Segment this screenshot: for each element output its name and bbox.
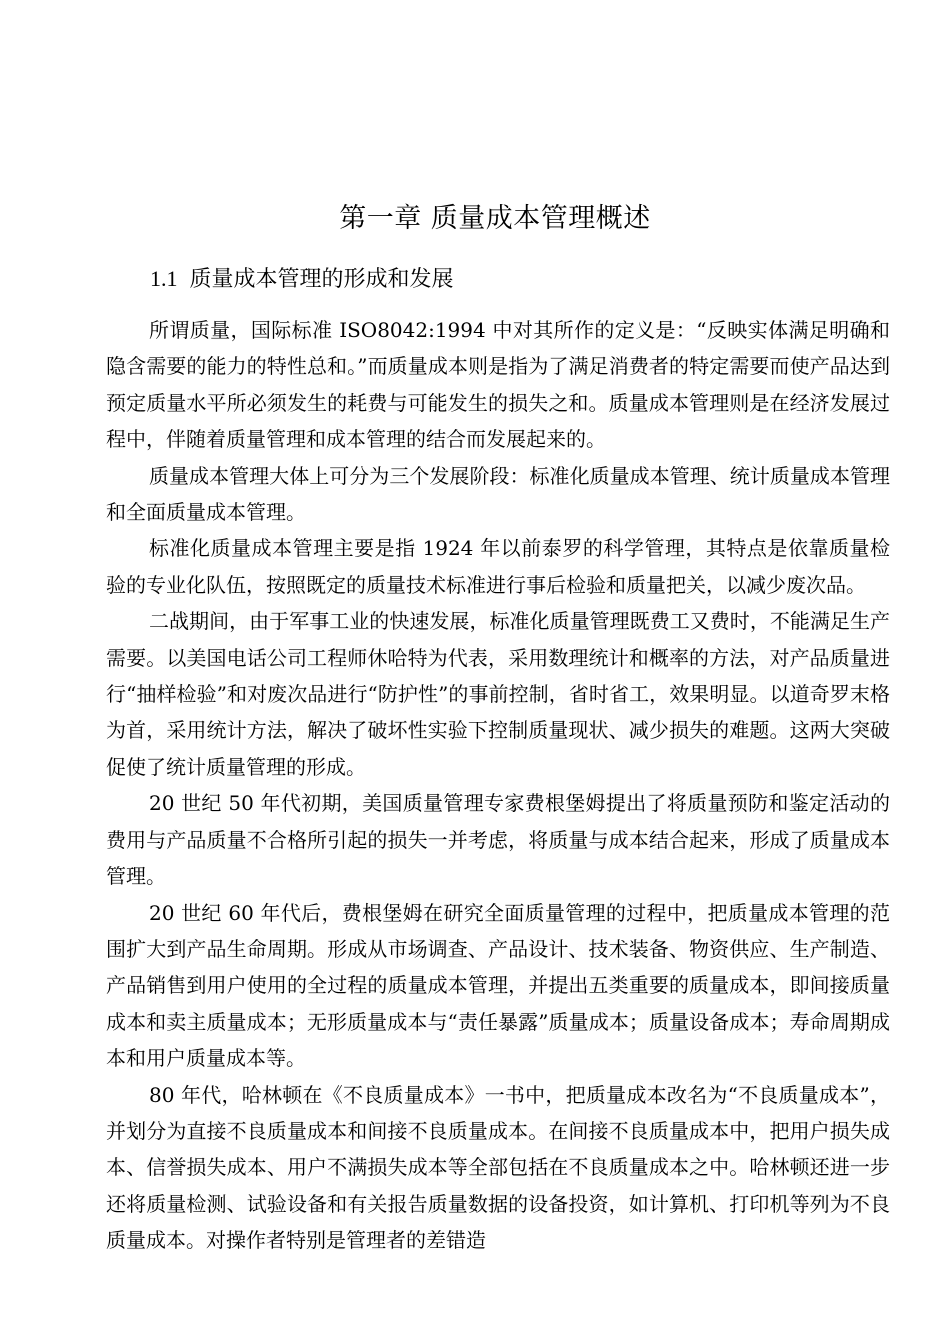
section-number: 1.1 bbox=[150, 266, 178, 291]
paragraph: 80 年代，哈林顿在《不良质量成本》一书中，把质量成本改名为“不良质量成本”，并划分为直接不良质量成本和间接不良质量成本。在间接不良质量成本中，把用户损失成本、信誉损失成本、用户不满损失成本等全部包括在不良质量成本之中。哈林顿还进一步还将质量检测、试验设备和有关报告质量数据的设备投资，如计算机、打印机等列为不良质量成本。对操作者特别是管理者的差错造 bbox=[106, 1082, 890, 1253]
paragraph: 标准化质量成本管理主要是指 1924 年以前泰罗的科学管理，其特点是依靠质量检验的专业化队伍，按照既定的质量技术标准进行事后检验和质量把关，以减少废次品。 bbox=[106, 536, 890, 597]
section-title: 质量成本管理的形成和发展 bbox=[189, 267, 454, 292]
chapter-title: 第一章 质量成本管理概述 bbox=[339, 203, 651, 234]
section-heading bbox=[150, 262, 454, 293]
paragraph: 20 世纪 60 年代后，费根堡姆在研究全面质量管理的过程中，把质量成本管理的范围扩大到产品生命周期。形成从市场调查、产品设计、技术装备、物资供应、生产制造、产品销售到用户使用的全过程的质量成本管理，并提出五类重要的质量成本，即间接质量成本和卖主质量成本；无形质量成本与“责任暴露”质量成本；质量设备成本；寿命周期成本和用户质量成本等。 bbox=[106, 900, 890, 1071]
paragraph: 二战期间，由于军事工业的快速发展，标准化质量管理既费工又费时，不能满足生产需要。以美国电话公司工程师休哈特为代表，采用数理统计和概率的方法，对产品质量进行“抽样检验”和对废次品进行“防护性”的事前控制，省时省工，效果明显。以道奇罗末格为首，采用统计方法，解决了破坏性实验下控制质量现状、减少损失的难题。这两大突破促使了统计质量管理的形成。 bbox=[106, 609, 890, 779]
body-text bbox=[106, 312, 890, 1259]
paragraph: 20 世纪 50 年代初期，美国质量管理专家费根堡姆提出了将质量预防和鉴定活动的费用与产品质量不合格所引起的损失一并考虑，将质量与成本结合起来，形成了质量成本管理。 bbox=[106, 791, 890, 889]
paragraph: 所谓质量，国际标准 ISO8042:1994 中对其所作的定义是：“反映实体满足明确和隐含需要的能力的特性总和。”而质量成本则是指为了满足消费者的特定需要而使产品达到预定质量水平所必须发生的耗费与可能发生的损失之和。质量成本管理则是在经济发展过程中，伴随着质量管理和成本管理的结合而发展起来的。 bbox=[106, 318, 890, 452]
paragraph: 质量成本管理大体上可分为三个发展阶段：标准化质量成本管理、统计质量成本管理和全面质量成本管理。 bbox=[106, 463, 890, 525]
